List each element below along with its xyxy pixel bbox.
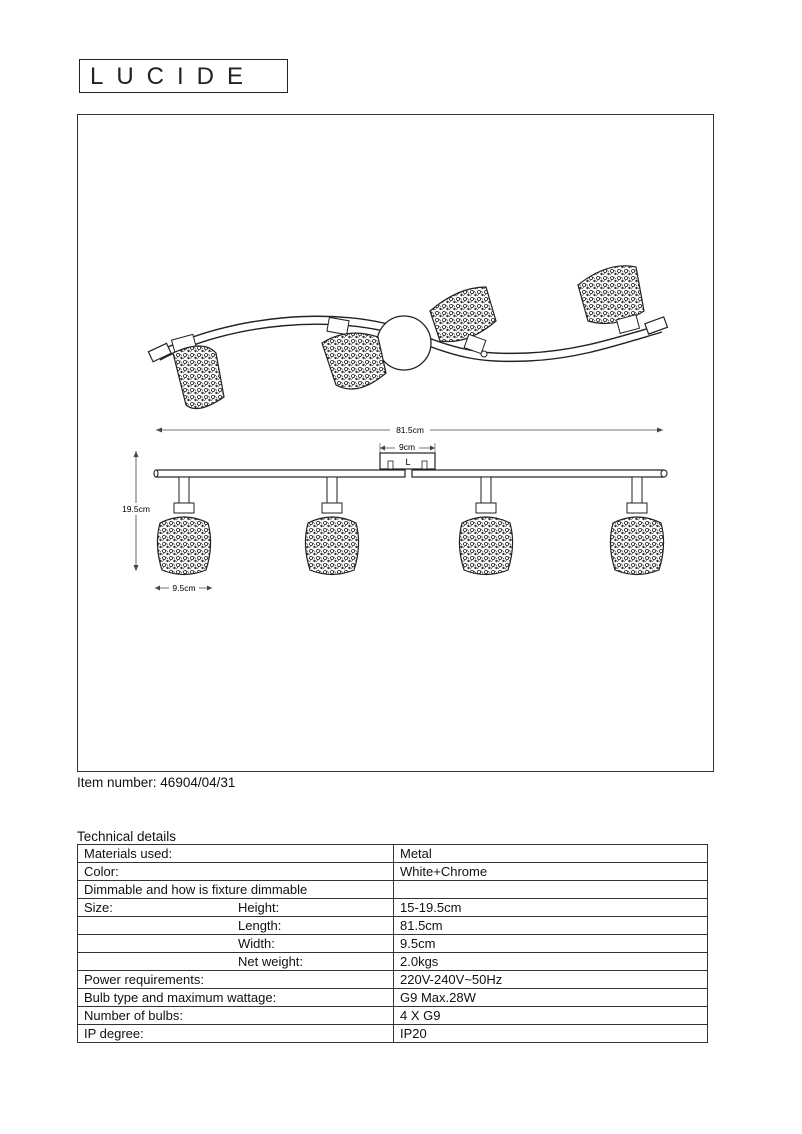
spec-sublabel: Length: bbox=[238, 918, 282, 933]
perspective-shade-3 bbox=[430, 287, 496, 357]
table-row bbox=[78, 881, 708, 899]
perspective-shade-2 bbox=[322, 317, 386, 389]
spec-label-cell bbox=[78, 917, 394, 935]
perspective-shade-4 bbox=[578, 266, 644, 334]
table-row bbox=[78, 899, 708, 917]
spec-value: 15-19.5cm bbox=[394, 899, 708, 917]
spec-label-cell bbox=[78, 863, 394, 881]
height-dimension bbox=[118, 451, 154, 571]
item-number-value: 46904/04/31 bbox=[160, 775, 236, 790]
front-lamp-1 bbox=[157, 477, 210, 575]
spec-value: 81.5cm bbox=[394, 917, 708, 935]
spec-label: Power requirements: bbox=[84, 972, 204, 987]
technical-details-title: Technical details bbox=[77, 829, 177, 844]
table-row bbox=[78, 1025, 708, 1043]
spec-value: 2.0kgs bbox=[394, 953, 708, 971]
length-dimension bbox=[156, 423, 663, 435]
logo-text: LUCIDE bbox=[90, 63, 257, 90]
shade-width-label: 9.5cm bbox=[172, 583, 196, 593]
spec-label-cell bbox=[78, 1007, 394, 1025]
table-row bbox=[78, 863, 708, 881]
spec-value: 220V-240V~50Hz bbox=[394, 971, 708, 989]
item-number bbox=[77, 775, 235, 790]
spec-value bbox=[394, 881, 708, 899]
table-row bbox=[78, 971, 708, 989]
spec-label-cell bbox=[78, 935, 394, 953]
spec-sublabel: Height: bbox=[238, 900, 280, 915]
front-lamp-4 bbox=[610, 477, 663, 575]
spec-value: 9.5cm bbox=[394, 935, 708, 953]
spec-value: IP20 bbox=[394, 1025, 708, 1043]
spec-label-cell bbox=[78, 953, 394, 971]
spec-value: G9 Max.28W bbox=[394, 989, 708, 1007]
spec-label: Number of bulbs: bbox=[84, 1008, 183, 1023]
table-row bbox=[78, 953, 708, 971]
canopy-width-label: 9cm bbox=[398, 442, 416, 452]
brand-logo bbox=[79, 59, 288, 93]
spec-label-cell bbox=[78, 1025, 394, 1043]
front-view bbox=[154, 453, 667, 575]
spec-label: IP degree: bbox=[84, 1026, 144, 1041]
table-row bbox=[78, 1007, 708, 1025]
technical-details-table bbox=[77, 844, 708, 1043]
spec-label-cell bbox=[78, 899, 394, 917]
spec-label-cell bbox=[78, 845, 394, 863]
table-row bbox=[78, 935, 708, 953]
spec-sublabel: Net weight: bbox=[238, 954, 304, 969]
spec-label: Color: bbox=[84, 864, 119, 879]
table-row bbox=[78, 989, 708, 1007]
table-row bbox=[78, 917, 708, 935]
table-row bbox=[78, 845, 708, 863]
spec-sublabel: Width: bbox=[238, 936, 275, 951]
spec-value: 4 X G9 bbox=[394, 1007, 708, 1025]
product-drawing-frame bbox=[77, 114, 714, 772]
perspective-view bbox=[148, 266, 667, 409]
spec-value: Metal bbox=[394, 845, 708, 863]
length-label: 81.5cm bbox=[396, 425, 424, 435]
spec-label-cell bbox=[78, 971, 394, 989]
spec-label: Size: bbox=[84, 900, 113, 915]
canopy-mark: L bbox=[405, 457, 411, 467]
spec-label-cell bbox=[78, 989, 394, 1007]
front-lamp-2 bbox=[305, 477, 358, 575]
item-number-label: Item number: bbox=[77, 775, 157, 790]
perspective-shade-1 bbox=[172, 334, 224, 408]
spec-value: White+Chrome bbox=[394, 863, 708, 881]
spec-label: Materials used: bbox=[84, 846, 173, 861]
product-drawing bbox=[78, 115, 715, 773]
front-lamp-3 bbox=[459, 477, 512, 575]
spec-label: Bulb type and maximum wattage: bbox=[84, 990, 277, 1005]
spec-label: Dimmable and how is fixture dimmable bbox=[84, 882, 308, 897]
spec-label-cell bbox=[78, 881, 394, 899]
height-label: 19.5cm bbox=[122, 504, 150, 514]
shade-width-dimension bbox=[155, 582, 212, 593]
